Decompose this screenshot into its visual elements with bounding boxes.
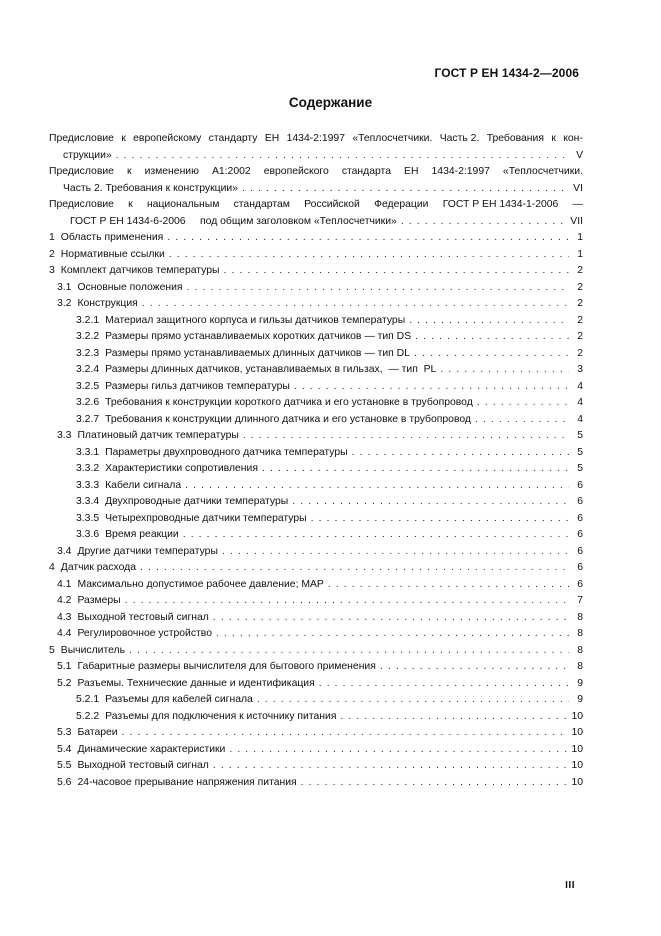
page-number: 8 [577,611,583,623]
page-number: 6 [577,496,583,507]
leader-dots [242,181,569,198]
section-number: 3.3.1 [76,446,100,458]
section-number: 4 [49,562,55,573]
p1-word: к [121,133,126,144]
leader-dots [328,577,569,594]
p1-word: европейскому [133,133,202,144]
section-number: 3.2 [57,298,72,309]
leader-dots [167,230,569,247]
page-number: 2 [577,281,583,293]
section-number: 3.3.3 [76,479,100,491]
section-title: Требования к конструкции длинного датчика и его установке в трубопровод [105,413,471,425]
toc-entry[interactable] [49,577,583,594]
preface-3-line-1 [49,197,583,214]
section-title: Материал защитного корпуса и гильзы датчиков температуры [105,314,406,326]
section-number: 5.4 [57,743,72,755]
section-title: Характеристики сопротивления [105,463,258,474]
toc-entry[interactable] [49,775,583,792]
page-number: 10 [571,760,583,771]
section-title: Максимально допустимое рабочее давление; МАР [77,578,324,590]
page-number: 3 [577,364,583,375]
toc-entry[interactable] [49,527,583,544]
section-number: 5.3 [57,727,72,738]
toc-entry[interactable] [49,742,583,759]
preface-2-line-2: Часть 2. Требования к конструкции» [63,182,238,194]
section-number: 4.4 [57,628,72,639]
section-number: 3.2.4 [76,364,100,375]
preface-3-line-2: ГОСТ Р ЕН 1434-6-2006 под общим заголовком «Теплосчетчики» [70,215,397,227]
toc-entry-preface-3[interactable] [49,197,583,230]
page-number: 2 [577,314,583,326]
toc-entry[interactable] [49,362,583,379]
page-number: 2 [577,298,583,309]
leader-dots [257,692,569,709]
toc-entry[interactable] [49,643,583,660]
section-title: Четырехпроводные датчики температуры [105,512,307,524]
toc-entry[interactable] [49,230,583,247]
page-number: V [576,149,583,161]
p3-word: национальным [146,199,220,210]
toc-entry[interactable] [49,395,583,412]
toc-entry[interactable] [49,263,583,280]
section-title: Выходной тестовый сигнал [77,760,209,771]
preface-2-line-1 [49,164,583,181]
section-number: 5.2.1 [76,694,100,705]
section-title: Разъемы для подключения к источнику питания [105,710,337,722]
page-number: 5 [577,446,583,458]
page-number: 8 [577,628,583,639]
section-number: 2 [49,248,55,260]
section-title: Габаритные размеры вычислителя для бытового применения [77,661,376,672]
toc-entry[interactable] [49,593,583,610]
toc-entry[interactable] [49,412,583,429]
toc-entry[interactable] [49,544,583,561]
toc-entry[interactable] [49,692,583,709]
toc-entry[interactable] [49,494,583,511]
leader-dots [116,148,569,165]
p1-word: Часть 2. [439,133,480,144]
section-number: 5.2 [57,677,72,689]
page-number: 6 [577,512,583,524]
p2-word: изменению [144,166,199,177]
section-number: 5.2.2 [76,710,100,722]
leader-dots [216,626,569,643]
page-number: 2 [577,331,583,342]
page-number: 1 [577,232,583,243]
p2-word: европейского [263,166,329,177]
toc-entry[interactable] [49,626,583,643]
section-number: 3.2.3 [76,347,100,359]
toc-entry[interactable] [49,758,583,775]
section-title: Область применения [60,232,164,243]
p1-word: к [551,133,556,144]
p2-word: к [126,166,132,177]
toc-entry[interactable] [49,247,583,264]
document-header: ГОСТ Р ЕН 1434-2—2006 [434,66,579,80]
toc-entry[interactable] [49,659,583,676]
p3-word: Федерации [374,199,429,210]
leader-dots [409,313,569,330]
leader-dots [213,758,568,775]
leader-dots [352,445,569,462]
section-title: Вычислитель [60,644,126,656]
leader-dots [414,346,569,363]
p2-word: стандарта [341,166,391,177]
section-number: 5 [49,644,55,656]
page-number: 6 [577,479,583,491]
section-title: Размеры [77,595,121,606]
section-title: Конструкция [77,298,138,309]
section-number: 5.6 [57,776,72,788]
leader-dots [125,593,569,610]
toc-entry[interactable] [49,560,583,577]
p1-word: стандарту [208,133,258,144]
page-number: 9 [577,694,583,705]
toc-entry[interactable] [49,511,583,528]
preface-1-line-2: струкции» [63,149,112,161]
page-number: 6 [577,545,583,557]
page-number: 9 [577,677,583,689]
leader-dots [140,560,569,577]
section-number: 3.3.5 [76,512,100,524]
section-title: Кабели сигнала [105,479,182,491]
leader-dots [142,296,569,313]
section-title: Разъемы. Технические данные и идентификация [77,677,315,689]
p3-word: — [572,199,583,210]
section-number: 3.3 [57,430,72,441]
section-title: Комплект датчиков температуры [60,265,220,276]
section-title: Платиновый датчик температуры [77,430,239,441]
page-number: 6 [577,529,583,540]
section-number: 5.1 [57,661,72,672]
section-number: 3.3.2 [76,463,100,474]
page-number: 4 [577,413,583,425]
leader-dots [415,329,569,346]
p2-word: Предисловие [49,166,114,177]
leader-dots [187,280,569,297]
p2-word: 1434-2:1997 [431,166,490,177]
toc-entry-preface-1[interactable] [49,131,583,164]
section-number: 4.1 [57,578,72,590]
leader-dots [222,544,569,561]
toc-entry[interactable] [49,329,583,346]
section-title: Выходной тестовый сигнал [77,611,209,623]
section-number: 3.2.7 [76,413,100,425]
page-number: VI [573,182,583,194]
page-number: 4 [577,380,583,392]
section-title: 24-часовое прерывание напряжения питания [77,776,297,788]
toc-entry-preface-2[interactable] [49,164,583,197]
leader-dots [223,263,569,280]
leader-dots [122,725,568,742]
p3-word: к [128,199,133,210]
toc-entry[interactable] [49,379,583,396]
section-number: 3.3.6 [76,529,100,540]
page-number: 7 [577,595,583,606]
p1-word: кон- [563,133,583,144]
p1-word: Предисловие [49,133,114,144]
section-number: 3.3.4 [76,496,100,507]
leader-dots [380,659,569,676]
toc-entry[interactable] [49,346,583,363]
section-title: Размеры длинных датчиков, устанавливаемых в гильзах, — тип PL [105,364,437,375]
leader-dots [183,527,569,544]
section-title: Динамические характеристики [77,743,226,755]
toc-entry[interactable] [49,280,583,297]
section-number: 5.5 [57,760,72,771]
leader-dots [294,379,569,396]
page-title: Содержание [288,95,373,110]
toc-entry[interactable] [49,313,583,330]
toc-entries-list [49,230,583,791]
section-number: 3.2.2 [76,331,100,342]
page-number: 2 [577,347,583,359]
page-number: 10 [571,776,583,788]
section-title: Батареи [77,727,118,738]
page-number-footer: III [565,880,575,891]
toc-entry[interactable] [49,725,583,742]
page-number: 10 [571,727,583,738]
page-number: 6 [577,578,583,590]
p3-word: стандартам [233,199,290,210]
leader-dots [319,676,569,693]
page-number: 6 [577,562,583,573]
section-title: Регулировочное устройство [77,628,212,639]
leader-dots [262,461,569,478]
page-number: 5 [577,463,583,474]
p1-word: «Теплосчетчики. [352,133,433,144]
page-number: 5 [577,430,583,441]
toc-entry[interactable] [49,461,583,478]
leader-dots [292,494,569,511]
preface-1-line-1 [49,131,583,148]
leader-dots [340,709,567,726]
p3-word: ГОСТ Р ЕН 1434-1-2006 [442,199,559,210]
toc-entry[interactable] [49,296,583,313]
leader-dots [243,428,569,445]
leader-dots [185,478,569,495]
section-number: 4.2 [57,595,72,606]
page-number: 4 [577,397,583,408]
p3-word: Предисловие [49,199,114,210]
p1-word: ЕН [264,133,280,144]
section-number: 3.4 [57,545,72,557]
section-title: Время реакции [105,529,179,540]
table-of-contents [49,131,583,791]
section-title: Разъемы для кабелей сигнала [105,694,253,705]
section-title: Двухпроводные датчики температуры [105,496,289,507]
section-number: 3.1 [57,281,72,293]
page-number: 8 [577,661,583,672]
section-number: 1 [49,232,55,243]
p1-word: Требования [486,133,544,144]
p2-word: А1:2002 [211,166,251,177]
toc-entry[interactable] [49,709,583,726]
leader-dots [169,247,569,264]
section-title: Нормативные ссылки [60,248,165,260]
toc-entry[interactable] [49,676,583,693]
p1-word: 1434-2:1997 [286,133,345,144]
leader-dots [301,775,568,792]
section-number: 3 [49,265,55,276]
leader-dots [477,395,569,412]
leader-dots [213,610,569,627]
toc-entry[interactable] [49,428,583,445]
section-title: Размеры прямо устанавливаемых длинных датчиков — тип DL [105,347,410,359]
leader-dots [229,742,567,759]
p3-word: Российской [304,199,360,210]
section-title: Требования к конструкции короткого датчика и его установке в трубопровод [105,397,473,408]
section-title: Параметры двухпроводного датчика температуры [105,446,348,458]
page-number: 2 [577,265,583,276]
leader-dots [129,643,569,660]
page-number: 1 [577,248,583,260]
section-title: Размеры гильз датчиков температуры [105,380,290,392]
page-number: 8 [577,644,583,656]
toc-entry[interactable] [49,610,583,627]
section-title: Основные положения [77,281,183,293]
section-title: Датчик расхода [60,562,137,573]
leader-dots [401,214,566,231]
section-title: Размеры прямо устанавливаемых коротких датчиков — тип DS [105,331,412,342]
p2-word: ЕН [404,166,419,177]
section-number: 3.2.1 [76,314,100,326]
toc-entry[interactable] [49,478,583,495]
leader-dots [440,362,569,379]
section-number: 3.2.5 [76,380,100,392]
section-number: 3.2.6 [76,397,100,408]
toc-entry[interactable] [49,445,583,462]
leader-dots [311,511,569,528]
page-number: VII [570,215,583,227]
leader-dots [475,412,569,429]
page-number: 10 [571,710,583,722]
section-title: Другие датчики температуры [77,545,218,557]
page-number: 10 [571,743,583,755]
section-number: 4.3 [57,611,72,623]
p2-word: «Теплосчетчики. [502,166,583,177]
